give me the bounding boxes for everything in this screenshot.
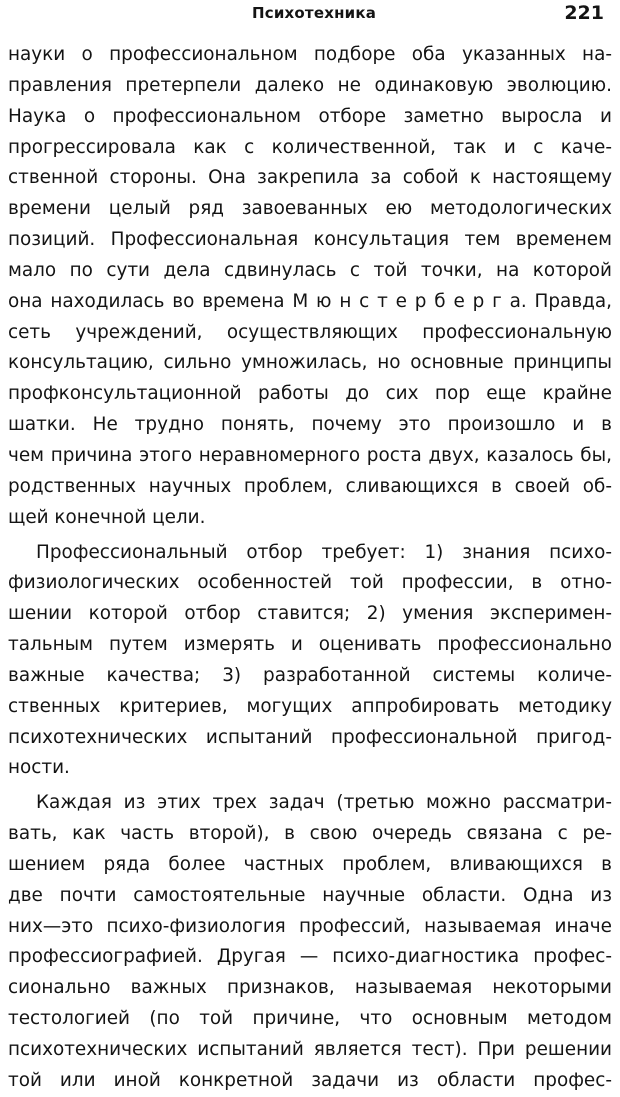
text-line: профессиографией. Другая — психо-диагностика профес- [8,946,612,968]
page-header [0,2,620,32]
text-line: мало по сути дела сдвинулась с той точки, на которой [8,259,612,281]
paragraph-2 [8,538,612,785]
text-line: физиологических особенностей той профессии, в отно- [8,572,612,594]
text-line: психотехнических испытаний является тест). При решении [8,1039,612,1060]
text-line: правления претерпели далеко не одинаковую эволюцию. [8,74,612,96]
text-line: тестологией (по той причине, что основным методом [8,1008,612,1030]
text-line: ности. [8,757,70,779]
text-line: шатки. Не трудно понять, почему это произошло и в [8,414,612,436]
page-number: 221 [564,2,604,24]
body-text [8,40,612,1097]
text-line: позиций. Профессиональная консультация тем временем [8,229,612,251]
text-line: консультацию, сильно умножилась, но основные принципы [8,352,612,374]
text-line: ственной стороны. Она закрепила за собой к настоящему [8,167,612,189]
text-line: сионально важных признаков, называемая некоторыми [8,977,612,999]
text-line: Каждая из этих трех задач (третью можно рассматри- [36,792,612,814]
running-title: Психотехника [252,4,377,22]
text-line: тальным путем измерять и оценивать профессионально [8,634,612,656]
text-line: науки о профессиональном подборе оба указанных на- [8,44,612,65]
paragraph-1 [8,40,612,534]
text-line: вать, как часть второй), в свою очередь связана с ре- [8,823,612,845]
text-line: них—это психо-физиология профессий, называемая иначе [8,915,612,937]
text-line: психотехнических испытаний профессиональной пригод- [8,726,612,748]
text-line: той или иной конкретной задачи из области профес- [8,1069,612,1091]
text-line: две почти самостоятельные научные области. Одна из [8,884,612,906]
text-line: сеть учреждений, осуществляющих профессиональную [8,321,612,343]
text-line: профконсультационной работы до сих пор еще крайне [8,383,612,405]
text-line: времени целый ряд завоеванных ею методологических [8,198,612,220]
text-line: важные качества; 3) разработанной системы количе- [8,664,612,686]
text-line: шением ряда более частных проблем, вливающихся в [8,853,612,875]
text-line: родственных научных проблем, сливающихся в своей об- [8,475,612,497]
text-line: чем причина этого неравномерного роста двух, казалось бы, [8,444,612,466]
text-line: шении которой отбор ставится; 2) умения эксперимен- [8,603,612,625]
text-line: она находилась во времена М ю н с т е р б е р г а. Правда, [8,290,612,312]
text-line: щей конечной цели. [8,506,206,528]
text-line: Наука о профессиональном отборе заметно выросла и [8,105,612,127]
text-line: прогрессировала как с количественной, так и с каче- [8,136,612,158]
text-line: Профессиональный отбор требует: 1) знания психо- [36,541,612,563]
text-line: ственных критериев, могущих аппробировать методику [8,695,612,717]
paragraph-3 [8,788,612,1096]
